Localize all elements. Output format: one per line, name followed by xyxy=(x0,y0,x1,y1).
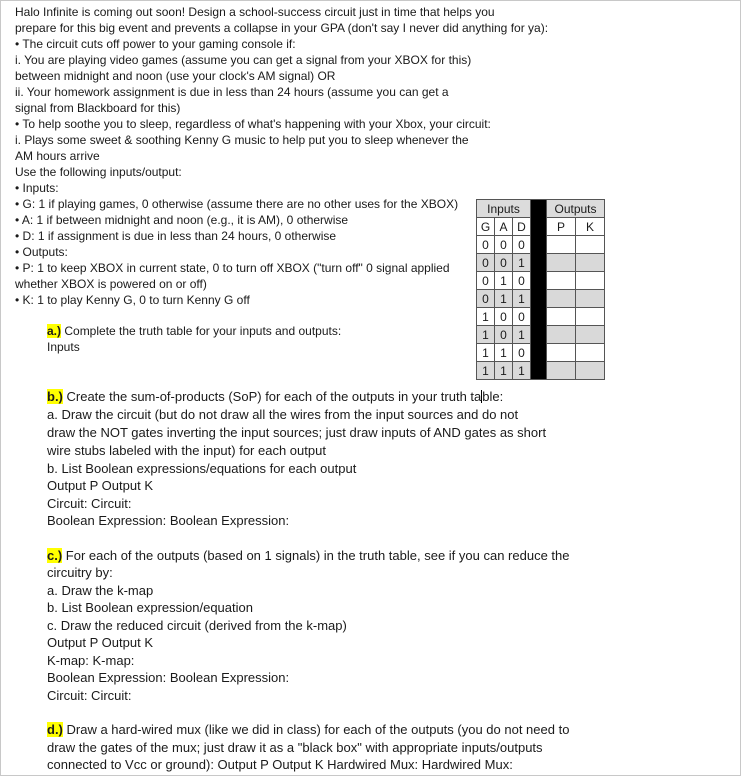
part-b-line: draw the NOT gates inverting the input sources; just draw inputs of AND gates as short xyxy=(47,425,547,440)
cell-a: 1 xyxy=(495,344,513,362)
cell-p-input[interactable] xyxy=(547,272,576,290)
part-b-line: a. Draw the circuit (but do not draw all the wires from the input sources and do not xyxy=(47,407,519,422)
part-a-label: a.) xyxy=(47,324,62,338)
intro-line: • Outputs: xyxy=(15,245,68,259)
part-c-heading xyxy=(47,547,569,564)
intro-line: • A: 1 if between midnight and noon (e.g., it is AM), 0 otherwise xyxy=(15,213,349,227)
cell-k-input[interactable] xyxy=(576,290,605,308)
part-c-line: circuitry by: xyxy=(47,565,113,580)
intro-line: signal from Blackboard for this) xyxy=(15,101,181,115)
part-b-line: b. List Boolean expressions/equations for each output xyxy=(47,461,357,476)
cell-g: 0 xyxy=(477,272,495,290)
part-c-line: Boolean Expression: Boolean Expression: xyxy=(47,670,290,685)
intro-line: prepare for this big event and prevents a collapse in your GPA (don't say I never did anything for ya): xyxy=(15,21,549,35)
cell-k-input[interactable] xyxy=(576,308,605,326)
cell-p-input[interactable] xyxy=(547,236,576,254)
cell-k-input[interactable] xyxy=(576,344,605,362)
cell-k-input[interactable] xyxy=(576,326,605,344)
part-b-heading xyxy=(47,388,503,405)
intro-line: • K: 1 to play Kenny G, 0 to turn Kenny G off xyxy=(15,293,250,307)
part-a-text: Complete the truth table for your inputs and outputs: xyxy=(61,324,342,338)
intro-line: whether XBOX is powered on or off) xyxy=(15,277,207,291)
part-b-text-a: Create the sum-of-products (SoP) for each of the outputs in your truth ta xyxy=(62,389,482,404)
part-a-inputs: Inputs xyxy=(47,340,80,354)
intro-line: between midnight and noon (use your clock's AM signal) OR xyxy=(15,69,336,83)
cell-d: 1 xyxy=(513,254,531,272)
cell-k-input[interactable] xyxy=(576,254,605,272)
cell-a: 0 xyxy=(495,326,513,344)
intro-line: • Inputs: xyxy=(15,181,59,195)
cell-p-input[interactable] xyxy=(547,290,576,308)
part-b-line: Boolean Expression: Boolean Expression: xyxy=(47,513,290,528)
cell-a: 0 xyxy=(495,236,513,254)
col-header-k: K xyxy=(576,218,605,236)
intro-line: • D: 1 if assignment is due in less than 24 hours, 0 otherwise xyxy=(15,229,337,243)
cell-g: 1 xyxy=(477,326,495,344)
cell-a: 0 xyxy=(495,308,513,326)
cell-p-input[interactable] xyxy=(547,344,576,362)
col-header-p: P xyxy=(547,218,576,236)
part-d-heading xyxy=(47,721,569,738)
cell-a: 0 xyxy=(495,254,513,272)
cell-k-input[interactable] xyxy=(576,236,605,254)
part-b-line: Circuit: Circuit: xyxy=(47,496,132,511)
intro-line: • The circuit cuts off power to your gaming console if: xyxy=(15,37,296,51)
part-d-text: Draw a hard-wired mux (like we did in class) for each of the outputs (you do not need to xyxy=(62,722,570,737)
part-c-line: Output P Output K xyxy=(47,635,153,650)
col-header-g: G xyxy=(477,218,495,236)
part-c-label: c.) xyxy=(47,548,63,563)
cell-g: 1 xyxy=(477,344,495,362)
part-a-heading xyxy=(47,323,341,339)
intro-line: i. You are playing video games (assume you can get a signal from your XBOX for this) xyxy=(15,53,472,67)
col-header-a: A xyxy=(495,218,513,236)
cell-d: 0 xyxy=(513,308,531,326)
cell-d: 0 xyxy=(513,272,531,290)
part-c-line: a. Draw the k-map xyxy=(47,583,154,598)
table-separator xyxy=(531,200,547,380)
part-d-line: draw the gates of the mux; just draw it as a "black box" with appropriate inputs/outputs xyxy=(47,740,543,755)
cell-k-input[interactable] xyxy=(576,362,605,380)
cell-g: 0 xyxy=(477,254,495,272)
cell-a: 1 xyxy=(495,362,513,380)
cell-g: 0 xyxy=(477,290,495,308)
cell-p-input[interactable] xyxy=(547,362,576,380)
cell-g: 1 xyxy=(477,308,495,326)
cell-g: 1 xyxy=(477,362,495,380)
cell-d: 1 xyxy=(513,326,531,344)
cell-d: 0 xyxy=(513,344,531,362)
intro-line: • G: 1 if playing games, 0 otherwise (assume there are no other uses for the XBOX) xyxy=(15,197,459,211)
part-c-line: K-map: K-map: xyxy=(47,653,135,668)
cell-a: 1 xyxy=(495,272,513,290)
cell-p-input[interactable] xyxy=(547,254,576,272)
part-c-line: c. Draw the reduced circuit (derived from the k-map) xyxy=(47,618,347,633)
intro-line: AM hours arrive xyxy=(15,149,100,163)
part-b-text-b: ble: xyxy=(482,389,504,404)
intro-line: • To help soothe you to sleep, regardless of what's happening with your Xbox, your circuit: xyxy=(15,117,491,131)
part-d-label: d.) xyxy=(47,722,63,737)
part-b-line: Output P Output K xyxy=(47,478,153,493)
cell-d: 1 xyxy=(513,362,531,380)
cell-p-input[interactable] xyxy=(547,308,576,326)
cell-g: 0 xyxy=(477,236,495,254)
intro-line: i. Plays some sweet & soothing Kenny G music to help put you to sleep whenever the xyxy=(15,133,469,147)
part-c-line: b. List Boolean expression/equation xyxy=(47,600,253,615)
part-c-text: For each of the outputs (based on 1 signals) in the truth table, see if you can reduce the xyxy=(62,548,570,563)
cell-d: 0 xyxy=(513,236,531,254)
intro-line: Use the following inputs/output: xyxy=(15,165,182,179)
truth-table-inputs-header: Inputs xyxy=(477,200,531,218)
part-d-line: connected to Vcc or ground): Output P Output K Hardwired Mux: Hardwired Mux: xyxy=(47,757,513,772)
part-b-line: wire stubs labeled with the input) for each output xyxy=(47,443,326,458)
cell-k-input[interactable] xyxy=(576,272,605,290)
intro-line: ii. Your homework assignment is due in less than 24 hours (assume you can get a xyxy=(15,85,449,99)
cell-p-input[interactable] xyxy=(547,326,576,344)
truth-table-outputs-header: Outputs xyxy=(547,200,605,218)
intro-line: Halo Infinite is coming out soon! Design a school-success circuit just in time that helps you xyxy=(15,5,495,19)
cell-d: 1 xyxy=(513,290,531,308)
col-header-d: D xyxy=(513,218,531,236)
part-b-label: b.) xyxy=(47,389,63,404)
part-c-line: Circuit: Circuit: xyxy=(47,688,132,703)
intro-line: • P: 1 to keep XBOX in current state, 0 to turn off XBOX ("turn off" 0 signal applied xyxy=(15,261,450,275)
truth-table xyxy=(476,199,605,380)
cell-a: 1 xyxy=(495,290,513,308)
